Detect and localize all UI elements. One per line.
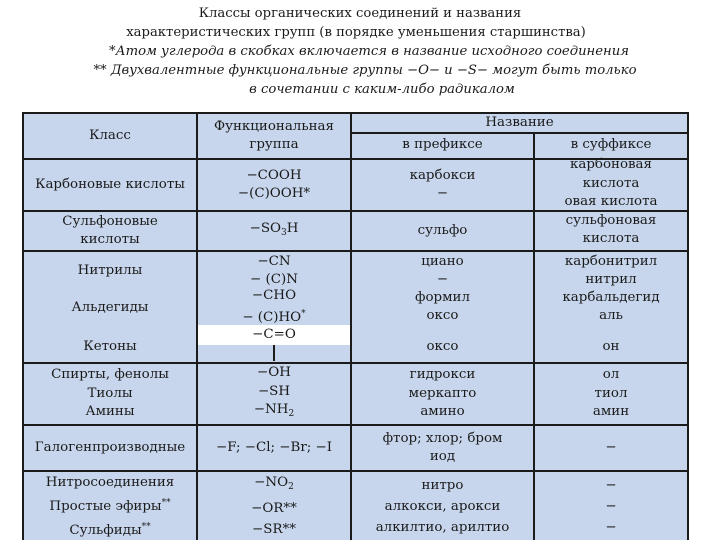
suffix-text: карбоновая bbox=[569, 157, 652, 173]
row-sulfonic-prefix: сульфо bbox=[417, 222, 468, 238]
class-text: Тиолы bbox=[87, 385, 133, 401]
row-aldehydes-class: Альдегиды bbox=[71, 299, 149, 315]
row-carboxylic-group bbox=[198, 160, 350, 210]
row-aldehydes-group bbox=[198, 288, 350, 326]
row-carboxylic-class: Карбоновые кислоты bbox=[35, 176, 185, 192]
row-aldehydes-suffix bbox=[535, 288, 687, 326]
prefix-text: циано bbox=[421, 253, 464, 269]
class-text: Сульфиды bbox=[69, 522, 142, 538]
group-superscript: * bbox=[301, 309, 306, 319]
suffix-text: ол bbox=[602, 367, 620, 383]
prefix-text: − bbox=[436, 186, 449, 201]
suffix-text: нитрил bbox=[585, 272, 637, 287]
prefix-text: алкокси, арокси bbox=[384, 498, 501, 514]
row-sulfonic-suffix bbox=[535, 210, 687, 250]
row-halogen-suffix: − bbox=[605, 439, 617, 455]
group-text: −NO bbox=[254, 475, 289, 490]
footnote-1: *Атом углерода в скобках включается в название исходного соединения bbox=[109, 44, 629, 59]
row-nitro-class bbox=[24, 472, 196, 540]
footnote-2: ** Двухвалентные функциональные группы −O− и −S− могут быть только bbox=[93, 63, 637, 78]
header-group-line-2: группа bbox=[249, 137, 299, 152]
row-sulfonic-class bbox=[24, 212, 196, 250]
group-text: −SO bbox=[249, 220, 281, 236]
header-group-line-1: Функциональная bbox=[214, 118, 334, 134]
group-text: − (C)HO bbox=[242, 310, 302, 325]
suffix-text: амин bbox=[592, 404, 630, 420]
header-name: Название bbox=[485, 114, 554, 130]
prefix-text: алкилтио, арилтио bbox=[375, 519, 510, 535]
group-subscript: 3 bbox=[280, 227, 287, 238]
title-line-1: Классы органических соединений и названия bbox=[198, 6, 522, 21]
group-text: − (C)N bbox=[250, 272, 298, 287]
prefix-text: − bbox=[436, 272, 449, 287]
row-alcohols-suffix bbox=[535, 364, 687, 424]
row-alcohols-group bbox=[198, 364, 350, 424]
header-class: Класс bbox=[89, 127, 131, 143]
row-ketones-group: −C=O bbox=[252, 326, 296, 342]
class-superscript: ** bbox=[161, 497, 171, 508]
row-halogen-prefix bbox=[352, 426, 533, 470]
class-text: Спирты, фенолы bbox=[51, 367, 169, 383]
prefix-text: амино bbox=[420, 404, 465, 420]
row-sulfonic-group bbox=[198, 212, 350, 250]
suffix-text: − bbox=[605, 498, 617, 514]
prefix-text: оксо bbox=[426, 308, 459, 323]
row-nitro-prefix bbox=[352, 472, 533, 540]
suffix-text: кислота bbox=[582, 175, 640, 191]
class-text: Амины bbox=[85, 404, 135, 420]
row-nitriles-prefix bbox=[352, 252, 533, 290]
footnote-3: в сочетании с каким-либо радикалом bbox=[249, 82, 515, 97]
row-nitro-group bbox=[198, 472, 350, 540]
row-nitro-suffix bbox=[535, 472, 687, 540]
class-text: Нитросоединения bbox=[45, 474, 175, 490]
suffix-text: карбальдегид bbox=[562, 289, 660, 305]
suffix-text: кислота bbox=[582, 231, 640, 246]
group-text: −SH bbox=[257, 383, 291, 399]
prefix-text: карбокси bbox=[409, 167, 476, 183]
row-carboxylic-prefix bbox=[352, 160, 533, 210]
class-superscript: ** bbox=[141, 521, 151, 532]
class-text: кислоты bbox=[80, 232, 140, 247]
row-alcohols-class bbox=[24, 364, 196, 424]
suffix-text: карбонитрил bbox=[564, 253, 658, 269]
ketone-bond-line bbox=[273, 345, 275, 361]
row-ketones-prefix: оксо bbox=[426, 338, 459, 354]
row-nitriles-class: Нитрилы bbox=[77, 262, 143, 278]
group-text: H bbox=[286, 220, 299, 236]
group-text: −COOH bbox=[246, 167, 302, 183]
group-text: −CN bbox=[257, 253, 291, 269]
suffix-text: аль bbox=[599, 308, 623, 323]
class-text: Простые эфиры bbox=[49, 498, 162, 514]
prefix-text: фтор; хлор; бром bbox=[382, 430, 503, 446]
prefix-text: гидрокси bbox=[409, 367, 476, 383]
table-border-right bbox=[687, 112, 689, 540]
suffix-text: − bbox=[605, 519, 617, 535]
group-text: −OH bbox=[257, 365, 291, 381]
prefix-text: меркапто bbox=[408, 385, 477, 401]
group-text: −NH bbox=[253, 402, 289, 418]
row-aldehydes-prefix bbox=[352, 288, 533, 326]
group-text: −CHO bbox=[251, 287, 297, 303]
group-subscript: 2 bbox=[288, 409, 295, 420]
suffix-text: сульфоновая bbox=[565, 212, 657, 228]
header-group bbox=[198, 114, 350, 158]
class-text: Сульфоновые bbox=[62, 213, 158, 229]
row-ketones-suffix: он bbox=[602, 338, 620, 354]
row-nitriles-group bbox=[198, 252, 350, 290]
header-suffix: в суффиксе bbox=[570, 136, 652, 152]
suffix-text: − bbox=[605, 477, 617, 493]
prefix-text: формил bbox=[415, 289, 470, 305]
prefix-text: нитро bbox=[421, 477, 464, 493]
row-alcohols-prefix bbox=[352, 364, 533, 424]
row-ketones-class: Кетоны bbox=[83, 338, 137, 354]
header-prefix: в префиксе bbox=[402, 136, 483, 152]
row-halogen-group: −F; −Cl; −Br; −I bbox=[215, 439, 333, 455]
group-text: −OR** bbox=[251, 501, 297, 516]
row-carboxylic-suffix bbox=[535, 158, 687, 210]
title-line-2: характеристических групп (в порядке уменьшения старшинства) bbox=[126, 25, 586, 40]
group-text: −(C)OOH* bbox=[237, 186, 311, 201]
group-subscript: 2 bbox=[288, 482, 294, 492]
prefix-text: иод bbox=[429, 449, 456, 464]
group-text: −SR** bbox=[252, 522, 296, 537]
row-halogen-class: Галогенпроизводные bbox=[34, 439, 186, 455]
row-nitriles-suffix bbox=[535, 252, 687, 290]
suffix-text: тиол bbox=[594, 385, 628, 401]
suffix-text: овая кислота bbox=[564, 194, 658, 210]
